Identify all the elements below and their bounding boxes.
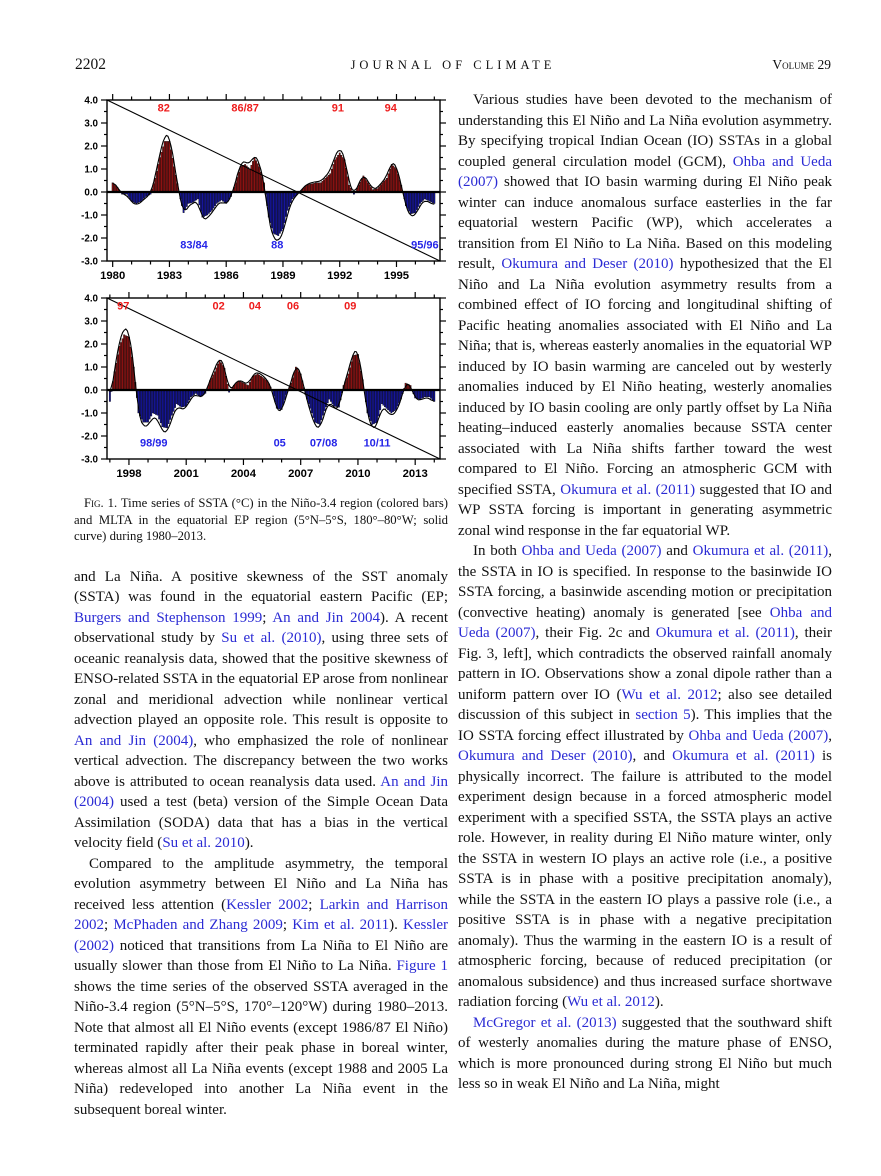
la-nina-label: 05 (273, 437, 286, 450)
citation-link[interactable]: Figure 1 (396, 958, 448, 975)
page-header (75, 56, 831, 74)
x-axis (110, 292, 434, 480)
svg-text:-2.0: -2.0 (81, 431, 98, 443)
citation-link[interactable]: Burgers and Stephenson 1999 (74, 609, 263, 626)
el-nino-label: 04 (248, 300, 262, 313)
citation-link[interactable]: Okumura and Deser (2010) (501, 256, 674, 272)
svg-text:2013: 2013 (402, 468, 428, 480)
svg-text:4.0: 4.0 (84, 293, 98, 305)
citation-link[interactable]: Okumura et al. (2011) (672, 748, 815, 764)
svg-text:1.0: 1.0 (84, 362, 98, 374)
svg-text:-3.0: -3.0 (81, 454, 98, 466)
el-nino-label: 94 (384, 102, 397, 115)
diagonal-line (107, 298, 440, 459)
svg-text:1980: 1980 (100, 270, 126, 282)
paragraph (458, 1013, 832, 1095)
text-run: , (828, 727, 832, 744)
volume-label: Volume 29 (772, 57, 831, 72)
ssta-bars (109, 335, 435, 428)
la-nina-label: 10/11 (363, 437, 391, 450)
svg-text:0.0: 0.0 (84, 187, 98, 199)
svg-text:-2.0: -2.0 (81, 233, 98, 245)
paragraph (458, 90, 832, 541)
svg-text:4.0: 4.0 (84, 95, 98, 107)
text-run: suggested that IO and WP SSTA forcing is important in generating asymmetric zonal wind response in the far equatorial WP. (458, 481, 833, 539)
citation-link[interactable]: Wu et al. 2012 (621, 686, 718, 703)
right-column (458, 90, 832, 1095)
journal-title: JOURNAL OF CLIMATE (350, 58, 556, 72)
text-run: ; (104, 917, 114, 934)
svg-text:3.0: 3.0 (84, 118, 98, 130)
svg-text:2007: 2007 (288, 468, 314, 480)
text-run: , and (632, 748, 673, 764)
la-nina-label: 88 (271, 239, 284, 252)
citation-link[interactable]: Ohba and Ueda (2007) (458, 604, 833, 641)
text-run: is physically incorrect. The failure is attributed to the model experiment design because in a forced atmospheric model experiment with a specified SSTA, the SSTA plays an active role. However, in reality during El Niño mature winter, only the SSTA in western IO plays an active role (i.e., a positive SSTA is in phase with a positive precipitation anomaly), while the SSTA in the eastern IO plays a passive role (i.e., a positive SSTA is in phase with a negative precipitation anomaly). Thus the warming in the eastern IO is a result of atmospheric forcing, because of reduced precipitation (or anomalous subsidence) and thus increased surface shortwave radiation forcing ( (458, 748, 832, 1010)
page-number: 2202 (75, 56, 106, 73)
left-column (74, 92, 448, 1120)
citation-link[interactable]: Su et al. (2010) (221, 630, 322, 647)
la-nina-label: 98/99 (139, 437, 168, 450)
citation-link[interactable]: Wu et al. 2012 (567, 994, 655, 1010)
citation-link[interactable]: Larkin and Harrison 2002 (74, 896, 448, 934)
svg-text:2004: 2004 (230, 468, 257, 480)
figure-caption-text: Time series of SSTA (°C) in the Niño-3.4 region (colored bars) and MLTA in the equatorial EP region (5°N–5°S, 180°–80°W; solid curve) during 1980–2013. (74, 496, 449, 544)
ssta-chart-panel-1980-1997 (74, 92, 448, 285)
svg-text:1998: 1998 (116, 468, 142, 480)
svg-text:0.0: 0.0 (84, 385, 98, 397)
citation-link[interactable]: Ohba and Ueda (2007) (458, 153, 832, 190)
text-run: and La Niña. A positive skewness of the SST anomaly (SSTA) was found in the equatorial eastern Pacific (EP; (74, 568, 448, 606)
citation-link[interactable]: Kim et al. 2011 (292, 917, 390, 934)
la-nina-label: 83/84 (180, 239, 208, 252)
figure-1 (74, 92, 448, 545)
text-run: showed that IO basin warming during El Niño peak winter can induce anomalous surface easterlies in the far equatorial western Pacific (WP), which accelerates a transition from El Niño to La Niña. Based on this modeling result, (458, 174, 832, 272)
paragraph (74, 567, 448, 854)
text-run: ). (244, 835, 254, 852)
text-run: ; (262, 609, 273, 626)
el-nino-label: 09 (344, 300, 357, 313)
citation-link[interactable]: Okumura et al. (2011) (655, 625, 795, 641)
text-run: , their Fig. 2c and (535, 625, 656, 641)
text-run: hypothesized that the El Niño and La Niña evolution asymmetry results from a combined effect of IO forcing and longitudinal shifting of Pacific heating anomalies associated with El Niño and La Niña; that is, whereas easterly anomalies in the equatorial WP induced by IO basin warming are canceled out by westerly anomalies induced by El Niño heating, westerly anomalies induced by IO basin cooling are only partly offset by La Niña heating–induced easterly anomalies because SSTA center associated with La Niña shifts farther toward the west compared to El Niño. Forcing an atmospheric GCM with specified SSTA, (458, 256, 833, 498)
text-run: used a test (beta) version of the Simple Ocean Data Assimilation (SODA) data that has a bias in the vertical velocity field ( (74, 794, 448, 852)
text-run: , who emphasized the role of nonlinear vertical advection. The discrepancy between the two works above is attributed to ocean reanalysis data used. (74, 732, 448, 790)
la-nina-label: 07/08 (309, 437, 338, 450)
text-run: suggested that the southward shift of westerly anomalies during the mature phase of ENSO, which is more pronounced during strong El Niño but much less so in weak El Niño and La Niña, might (458, 1014, 832, 1092)
text-run: Various studies have been devoted to the mechanism of understanding this El Niño and La Niña evolution asymmetry. By specifying tropical Indian Ocean (IO) SSTAs in a global coupled general circulation model (GCM), (458, 92, 832, 170)
figure-caption-label: Fig. 1. (84, 496, 118, 510)
citation-link[interactable]: Kessler 2002 (226, 896, 309, 913)
svg-text:1983: 1983 (156, 270, 183, 282)
el-nino-label: 06 (286, 300, 300, 313)
ssta-bars (112, 141, 435, 235)
svg-text:-1.0: -1.0 (81, 210, 98, 222)
text-run: , the SSTA in IO is specified. In response to the basinwide IO SSTA forcing, a basinwide ascending motion or precipitation (convective heating) anomaly is generated [see (458, 543, 832, 621)
el-nino-label: 82 (157, 102, 170, 115)
paragraph (74, 854, 448, 1121)
text-run: Compared to the amplitude asymmetry, the temporal evolution asymmetry between El Niño and La Niña has received less attention ( (74, 855, 448, 913)
svg-text:1.0: 1.0 (84, 164, 98, 176)
text-run: ). (654, 994, 664, 1010)
citation-link[interactable]: Okumura et al. (2011) (692, 543, 829, 559)
svg-text:2001: 2001 (173, 468, 199, 480)
citation-link[interactable]: Kessler (2002) (74, 917, 449, 954)
citation-link[interactable]: section 5 (635, 707, 691, 723)
text-run: and (661, 543, 693, 559)
el-nino-label: 97 (117, 300, 130, 313)
citation-link[interactable]: McGregor et al. (2013) (473, 1014, 617, 1031)
el-nino-label: 02 (212, 300, 225, 313)
citation-link[interactable]: Ohba and Ueda (2007) (521, 543, 662, 559)
left-column-text (74, 567, 448, 1121)
text-run: ). This implies that the IO SSTA forcing effect illustrated by (458, 707, 832, 744)
citation-link[interactable]: An and Jin (2004) (74, 773, 448, 811)
svg-text:2.0: 2.0 (84, 141, 98, 153)
svg-text:3.0: 3.0 (84, 316, 98, 328)
el-nino-label: 91 (331, 102, 344, 115)
text-run: , their Fig. 3, left], which contradicts the observed rainfall anomaly pattern in IO. Observations show a zonal dipole rather than a uniform pattern over IO ( (458, 625, 832, 703)
text-run: ). (389, 917, 404, 934)
text-run: In both (473, 543, 522, 559)
svg-text:1992: 1992 (327, 270, 353, 282)
svg-text:1989: 1989 (270, 270, 296, 282)
citation-link[interactable]: Su et al. 2010 (162, 835, 245, 852)
citation-link[interactable]: Okumura et al. (2011) (560, 481, 696, 498)
citation-link[interactable]: Okumura and Deser (2010) (458, 748, 633, 764)
svg-text:1986: 1986 (213, 270, 239, 282)
svg-text:-1.0: -1.0 (81, 408, 98, 420)
text-run: , using three sets of oceanic reanalysis data, showed that the positive skewness of ENSO-related SSTA in the equatorial EP arose from nonlinear zonal and meridional advection while nonlinear vertical advection played an opposite role. This result is opposite to (74, 630, 448, 729)
svg-text:2010: 2010 (345, 468, 371, 480)
ssta-chart-panel-1997-2014 (74, 290, 448, 483)
text-run: shows the time series of the observed SSTA averaged in the Niño-3.4 region (5°N–5°S, 170°–120°W) during 1980–2013. Note that almost all El Niño events (except 1986/87 El Niño) terminated rapidly after their peak phase in boreal winter, whereas almost all La Niña events (except 1988 and 2005 La Niña) redeveloped into another La Niña event in the subsequent boreal winter. (74, 978, 448, 1118)
citation-link[interactable]: An and Jin 2004 (272, 609, 380, 626)
svg-text:2.0: 2.0 (84, 339, 98, 351)
el-nino-label: 86/87 (231, 102, 259, 115)
text-run: ; (282, 917, 293, 934)
text-run: noticed that transitions from La Niña to El Niño are usually slower than those from El Niño to La Niña. (74, 937, 448, 975)
svg-text:-3.0: -3.0 (81, 256, 98, 268)
la-nina-label: 95/96 (411, 239, 439, 252)
right-column-text (458, 90, 832, 1095)
paragraph (458, 541, 832, 1013)
citation-link[interactable]: McPhaden and Zhang 2009 (113, 917, 283, 934)
text-run: ; (308, 896, 320, 913)
citation-link[interactable]: Ohba and Ueda (2007) (688, 727, 829, 744)
figure-caption (74, 495, 448, 545)
text-run: ). A recent observational study by (74, 609, 449, 647)
text-run: ; also see detailed discussion of this subject in (458, 686, 832, 723)
svg-text:1995: 1995 (383, 270, 410, 282)
citation-link[interactable]: An and Jin (2004) (74, 732, 194, 749)
